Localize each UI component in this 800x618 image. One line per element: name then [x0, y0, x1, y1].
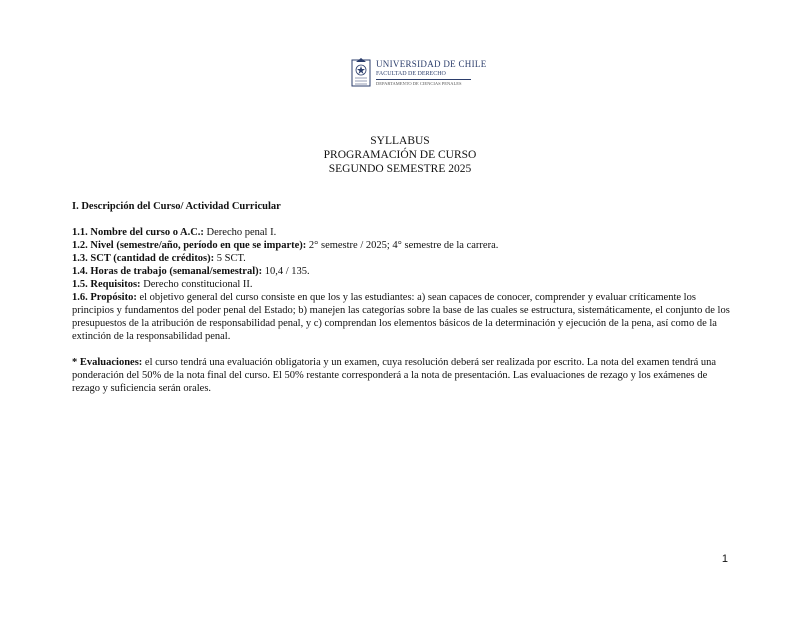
title-line-3: SEGUNDO SEMESTRE 2025: [328, 163, 472, 175]
item-value: Derecho constitucional II.: [140, 279, 253, 290]
item-value: 2° semestre / 2025; 4° semestre de la carrera.: [306, 240, 499, 251]
evaluations-paragraph: [72, 356, 730, 395]
course-name-item: [72, 226, 730, 239]
page-number: 1: [721, 553, 728, 565]
item-label: 1.5. Requisitos:: [72, 279, 141, 290]
course-requirements-item: [72, 278, 730, 291]
title-line-1: SYLLABUS: [370, 135, 430, 147]
item-label: 1.3. SCT (cantidad de créditos):: [72, 253, 215, 264]
university-logo: [350, 56, 487, 90]
course-credits-item: [72, 252, 730, 265]
item-value: Derecho penal I.: [203, 227, 277, 238]
item-value: 5 SCT.: [214, 253, 246, 264]
logo-university-name: UNIVERSIDAD DE CHILE: [376, 58, 487, 69]
item-label: 1.2. Nivel (semestre/año, período en que se imparte):: [72, 240, 307, 251]
document-title: [0, 134, 800, 176]
document-body: [72, 200, 730, 395]
item-value: 10,4 / 135.: [262, 266, 310, 277]
course-hours-item: [72, 265, 730, 278]
evaluations-label: * Evaluaciones:: [72, 357, 143, 368]
section-heading: I. Descripción del Curso/ Actividad Curricular: [72, 201, 281, 212]
university-seal-icon: [350, 56, 372, 90]
logo-divider: [376, 79, 471, 80]
logo-department-name: DEPARTAMENTO DE CIENCIAS PENALES: [376, 80, 462, 86]
item-label: 1.6. Propósito:: [72, 292, 137, 303]
item-value: el objetivo general del curso consiste en que los y las estudiantes: a) sean capaces de conocer, comprender y evaluar críticamente los principios y fundamentos del poder penal del Estado; b) manejen las categorías sobre la base de las cuales se estructura, sistemáticamente, el conjunto de los presupuestos de la atribución de responsabilidad penal, y c) comprendan los elementos básicos de la determinación y ejecución de la pena, así como de la extinción de la responsabilidad penal.: [72, 292, 730, 342]
item-label: 1.1. Nombre del curso o A.C.:: [72, 227, 204, 238]
title-line-2: PROGRAMACIÓN DE CURSO: [323, 149, 477, 161]
evaluations-text: el curso tendrá una evaluación obligatoria y un examen, cuya resolución deberá ser realizada por escrito. La nota del examen tendrá una ponderación del 50% de la nota final del curso. El 50% restante corresponderá a la nota de presentación. Las evaluaciones de rezago y los exámenes de rezago y suficiencia serán orales.: [72, 357, 717, 394]
course-purpose-item: [72, 291, 730, 343]
item-label: 1.4. Horas de trabajo (semanal/semestral):: [72, 266, 263, 277]
course-level-item: [72, 239, 730, 252]
logo-faculty-name: FACULTAD DE DERECHO: [376, 70, 446, 77]
